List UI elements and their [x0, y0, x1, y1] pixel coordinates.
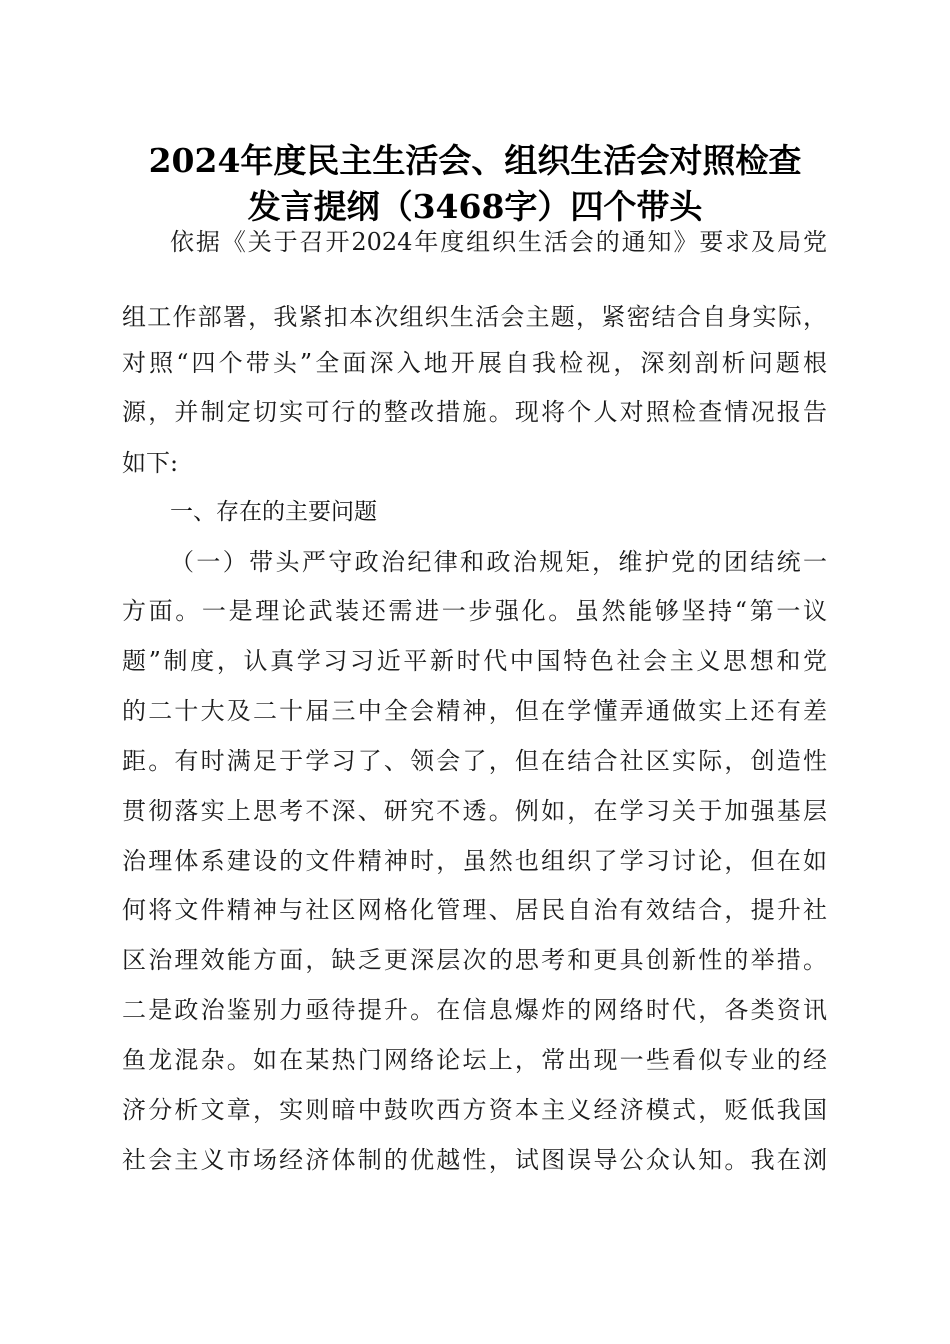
body-line: 鱼龙混杂。如在某热门网络论坛上，常出现一些看似专业的经: [122, 1046, 827, 1074]
body-line: 区治理效能方面，缺乏更深层次的思考和更具创新性的举措。: [122, 946, 827, 974]
body-line: 二是政治鉴别力亟待提升。在信息爆炸的网络时代，各类资讯: [122, 996, 827, 1024]
body-line: 治理体系建设的文件精神时，虽然也组织了学习讨论，但在如: [122, 847, 827, 875]
body-line: 济分析文章，实则暗中鼓吹西方资本主义经济模式，贬低我国: [122, 1096, 827, 1124]
intro-line: 组工作部署，我紧扣本次组织生活会主题，紧密结合自身实际，: [122, 303, 827, 331]
body-line: 方面。一是理论武装还需进一步强化。虽然能够坚持“第一议: [122, 597, 827, 625]
document-title-line-1: 2024年度民主生活会、组织生活会对照检查: [148, 141, 802, 180]
body-line: 题”制度，认真学习习近平新时代中国特色社会主义思想和党: [122, 647, 827, 675]
document-title-line-2: 发言提纲（3468字）四个带头: [247, 187, 703, 226]
intro-line: 对照“四个带头”全面深入地开展自我检视，深刻剖析问题根: [122, 349, 827, 377]
body-line: 社会主义市场经济体制的优越性，试图误导公众认知。我在浏: [122, 1146, 827, 1174]
section-heading: 一、存在的主要问题: [170, 499, 377, 525]
body-line: 距。有时满足于学习了、领会了，但在结合社区实际，创造性: [122, 747, 827, 775]
body-line: 贯彻落实上思考不深、研究不透。例如，在学习关于加强基层: [122, 797, 827, 825]
body-line: （一）带头严守政治纪律和政治规矩，维护党的团结统一: [170, 548, 827, 576]
intro-line: 依据《关于召开2024年度组织生活会的通知》要求及局党: [170, 228, 827, 256]
body-line: 的二十大及二十届三中全会精神，但在学懂弄通做实上还有差: [122, 697, 827, 725]
body-line: 何将文件精神与社区网格化管理、居民自治有效结合，提升社: [122, 896, 827, 924]
intro-line: 如下:: [122, 449, 179, 477]
intro-line: 源，并制定切实可行的整改措施。现将个人对照检查情况报告: [122, 398, 827, 426]
